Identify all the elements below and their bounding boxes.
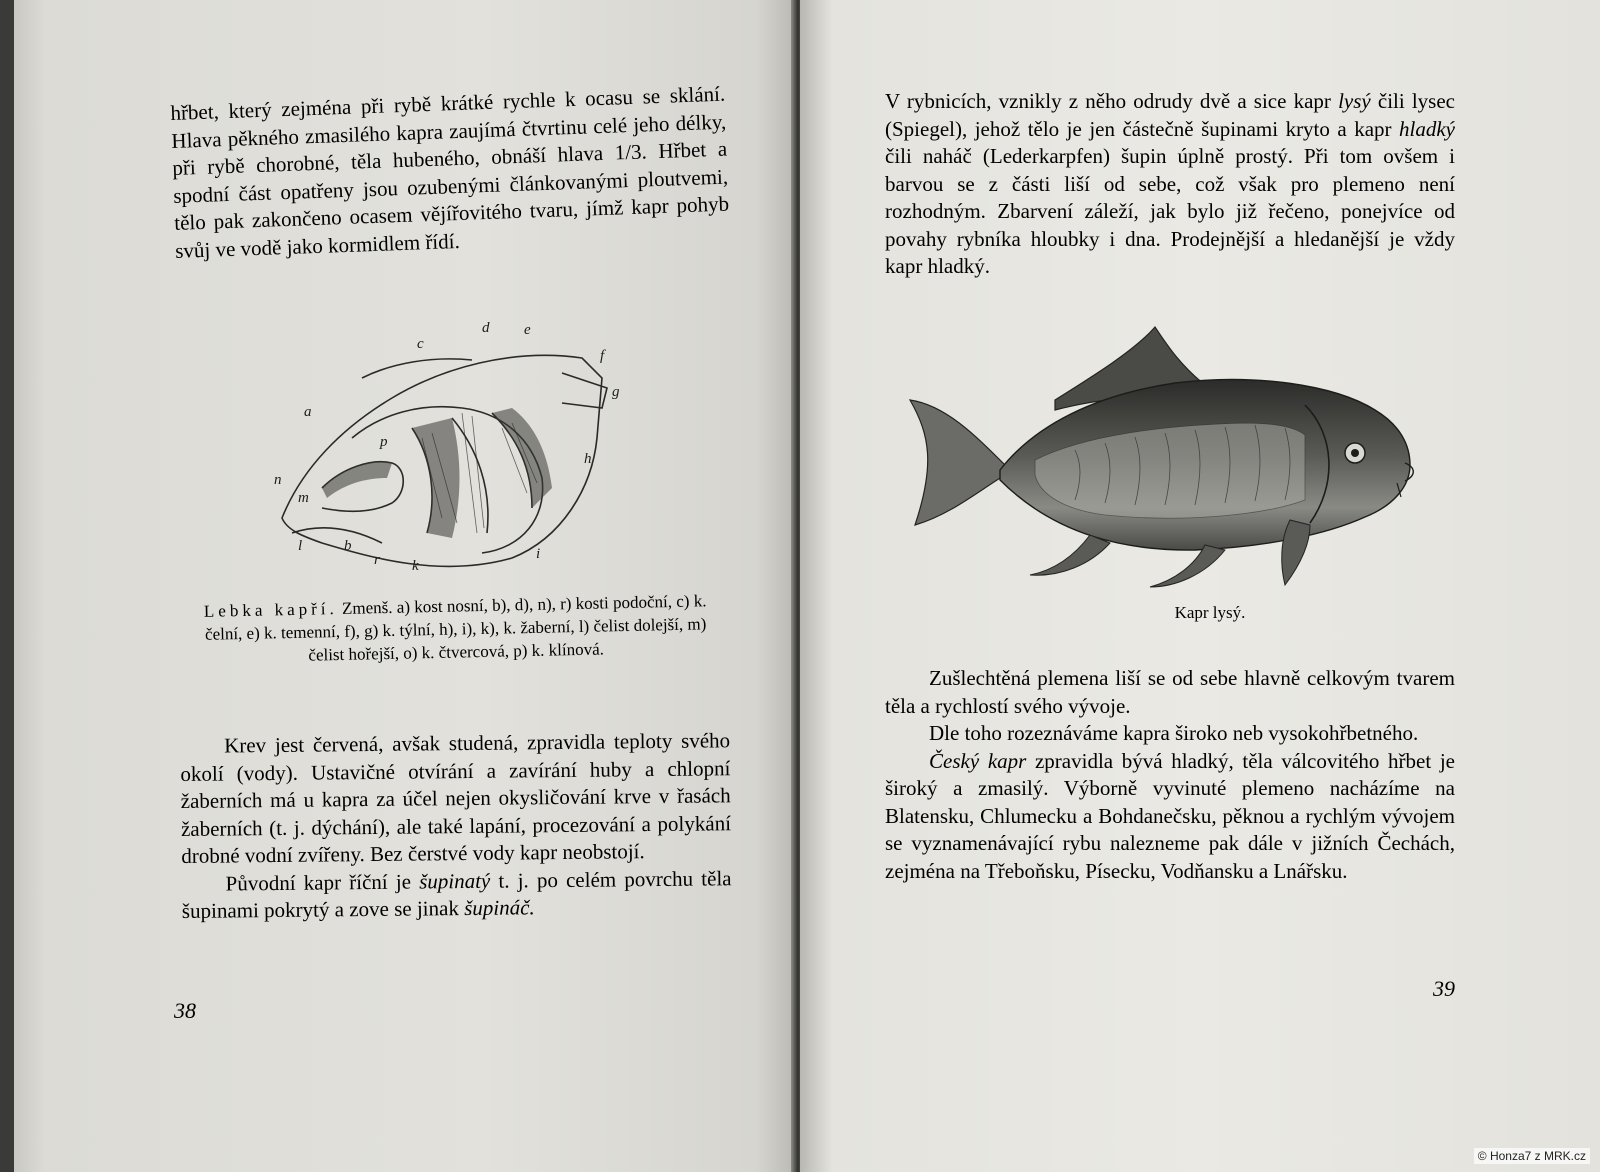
skull-label-i: i [536,546,541,562]
paragraph-czech-carp-rest: zpravidla bývá hladký, těla válcovitého hřbet je široký a zmasilý. Výborně vyvinuté plemeno nacházíme na Blatensku, Chlumecku a Bohdanečsku, pěknou a rychlým vývojem se vyznamenávající rybu nalezneme pak dále v jižních Čechách, zejména na Třeboňsku, Písecku, Vodňansku a Lnářsku. [885,748,1455,883]
skull-label-d: d [482,320,490,336]
skull-label-r: r [374,552,380,568]
paragraph-original-carp-b: t. j. po celém povrchu těla šupinami pokrytý a zove se jinak [181,865,732,923]
skull-label-l: l [298,538,303,554]
paragraph-breeds: Zušlechtěná plemena liší se od sebe hlavně celkovým tvarem těla a rychlostí svého vývoje. [885,666,1455,718]
term-cesky-kapr: Český kapr [929,748,1027,773]
page-number-left: 38 [174,998,196,1023]
term-supinaty: šupinatý [418,868,491,894]
skull-label-g: g [612,384,620,400]
paragraph-varieties-c: čili naháč (Lederkarpfen) šupin úplně prostý. Při tom ovšem i barvou se z části liší od sebe, což však pro plemeno není rozhodným. Zbarvení záleží, jak bylo již řečeno, ponejvíce od povahy rybníka hloubky i dna. Prodejnější a hledanější je vždy kapr hladký. [885,144,1455,278]
left-paragraph-top [170,81,730,265]
skull-label-b: b [344,538,352,554]
left-paragraphs-bottom [180,727,732,925]
skull-caption-title: Lebka kapří. [203,599,338,621]
skull-label-k: k [412,558,419,574]
term-supinac: šupináč. [464,895,535,921]
skull-caption [195,589,716,669]
skull-label-f: f [600,348,605,364]
mirror-carp-illustration [905,325,1445,600]
left-paragraph-top-text: hřbet, který zejména při rybě krátké rychle k ocasu se sklání. Hlava pěkného zmasilého kapra zaujímá čtvrtinu celé jeho délky, při rybě chorobné, těla hubeného, obnáší hlava 1/3. Hřbet a spodní část opatřeny jsou ozubenými článkovanými ploutvemi, tělo pak zakončeno ocasem vějířovitého tvaru, jímž kapr pohyb svůj ve vodě jako kormidlem řídí. [170,81,730,263]
paragraph-varieties-b: čili lysec (Spiegel), jehož tělo je jen částečně šupinami kryto a kapr [885,89,1455,141]
paragraph-original-carp-a: Původní kapr říční je [225,869,420,896]
paragraph-varieties [885,88,1455,281]
right-paragraphs-bottom [885,665,1455,885]
skull-label-a: a [304,404,312,420]
term-hladky: hladký [1399,116,1455,141]
skull-label-h: h [584,451,592,467]
paragraph-czech-carp [885,748,1455,886]
carp-caption: Kapr lysý. [1174,603,1246,622]
photo-credit: © Honza7 z MRK.cz [1474,1148,1590,1164]
carp-skull-illustration [262,318,632,588]
skull-label-m: m [298,490,309,506]
paragraph-distinguish: Dle toho rozeznáváme kapra široko neb vysokohřbetného. [929,721,1419,745]
paragraph-varieties-a: V rybnicích, vznikly z něho odrudy dvě a sice kapr [885,89,1339,113]
paragraph-blood: Krev jest červená, avšak studená, zpravidla teploty svého okolí (vody). Ustavičné otvírání a zavírání huby a chlopní žaberních má u kapra za účel nejen okysličování krve v řasách žaberních (t. j. dýchání), ale také lapání, procezování a polykání drobné vodní zvířeny. Bez čerstvé vody kapr neobstojí. [180,728,732,868]
skull-label-c: c [417,336,424,352]
skull-label-e: e [524,322,531,338]
skull-label-n: n [274,472,282,488]
skull-caption-text: Zmenš. a) kost nosní, b), d), n), r) kosti podoční, c) k. čelní, e) k. temenní, f), g) k. týlní, h), i), k), k. žaberní, l) čelist dolejší, m) čelist hořejší, o) k. čtvercová, p) k. klínová. [204,591,707,665]
skull-label-p: p [380,434,388,450]
right-paragraph-top [885,88,1455,281]
page-number-right: 39 [1433,976,1455,1001]
paragraph-original-carp [181,865,732,926]
term-lysy: lysý [1338,89,1371,113]
